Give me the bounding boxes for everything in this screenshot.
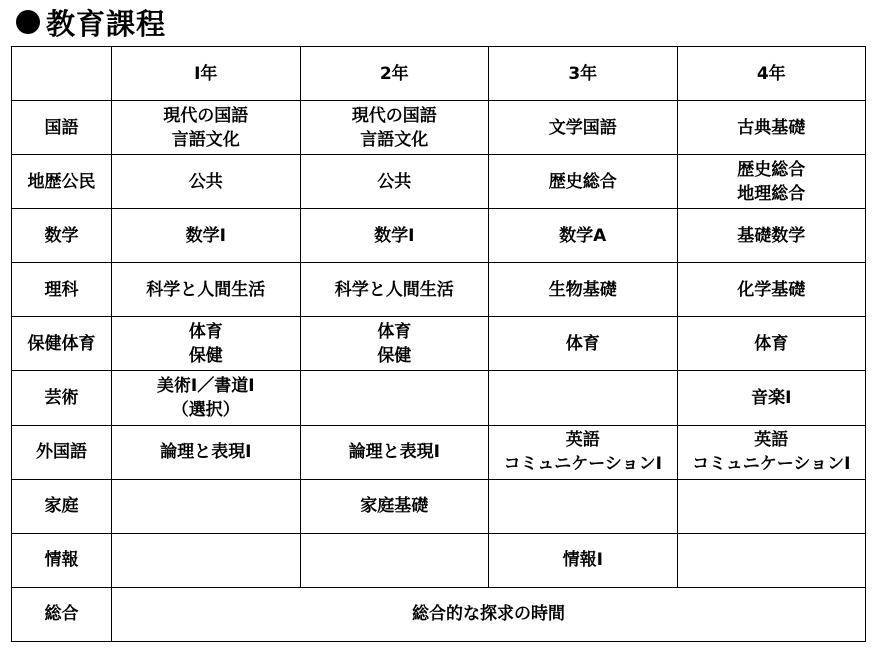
subject-cell: 地歴公民 <box>12 155 112 209</box>
course-cell: 公共 <box>112 155 301 209</box>
subject-cell: 総合 <box>12 587 112 641</box>
table-row <box>12 425 866 479</box>
course-cell: 歴史総合 地理総合 <box>677 155 866 209</box>
table-row <box>12 209 866 263</box>
course-cell: 体育 <box>489 317 678 371</box>
subject-cell: 家庭 <box>12 479 112 533</box>
course-cell: 数学A <box>489 209 678 263</box>
course-cell <box>489 371 678 425</box>
course-cell: 現代の国語 言語文化 <box>112 101 301 155</box>
subject-cell: 芸術 <box>12 371 112 425</box>
course-cell-merged: 総合的な探求の時間 <box>112 587 866 641</box>
course-cell: 体育 <box>677 317 866 371</box>
course-cell: 音楽Ⅰ <box>677 371 866 425</box>
table-row <box>12 371 866 425</box>
table-row <box>12 533 866 587</box>
table-row <box>12 155 866 209</box>
course-cell: 化学基礎 <box>677 263 866 317</box>
course-cell: 情報Ⅰ <box>489 533 678 587</box>
course-cell: 公共 <box>300 155 489 209</box>
course-cell: 美術Ⅰ／書道Ⅰ （選択） <box>112 371 301 425</box>
course-cell: 数学Ⅰ <box>112 209 301 263</box>
course-cell: 体育 保健 <box>112 317 301 371</box>
subject-cell: 保健体育 <box>12 317 112 371</box>
curriculum-table <box>11 46 866 642</box>
course-cell: 科学と人間生活 <box>112 263 301 317</box>
course-cell: 家庭基礎 <box>300 479 489 533</box>
header-cell-year3: 3年 <box>489 47 678 101</box>
course-cell: 数学Ⅰ <box>300 209 489 263</box>
header-cell-year2: 2年 <box>300 47 489 101</box>
course-cell <box>489 479 678 533</box>
course-cell <box>300 533 489 587</box>
course-cell: 古典基礎 <box>677 101 866 155</box>
subject-cell: 外国語 <box>12 425 112 479</box>
course-cell: 文学国語 <box>489 101 678 155</box>
course-cell <box>677 479 866 533</box>
page-title <box>16 2 166 42</box>
course-cell <box>677 533 866 587</box>
course-cell: 現代の国語 言語文化 <box>300 101 489 155</box>
subject-cell: 情報 <box>12 533 112 587</box>
subject-cell: 理科 <box>12 263 112 317</box>
course-cell: 歴史総合 <box>489 155 678 209</box>
page-title-text: 教育課程 <box>46 6 167 41</box>
course-cell: 科学と人間生活 <box>300 263 489 317</box>
course-cell: 体育 保健 <box>300 317 489 371</box>
header-cell-year1: Ⅰ年 <box>112 47 301 101</box>
course-cell <box>112 479 301 533</box>
table-row <box>12 263 866 317</box>
subject-cell: 国語 <box>12 101 112 155</box>
course-cell: 生物基礎 <box>489 263 678 317</box>
course-cell: 論理と表現Ⅰ <box>300 425 489 479</box>
header-cell-year4: 4年 <box>677 47 866 101</box>
table-row <box>12 101 866 155</box>
table-row <box>12 479 866 533</box>
table-row <box>12 317 866 371</box>
bullet-dot-icon <box>16 10 40 34</box>
course-cell: 基礎数学 <box>677 209 866 263</box>
header-cell-corner <box>12 47 112 101</box>
table-row <box>12 587 866 641</box>
course-cell <box>112 533 301 587</box>
course-cell <box>300 371 489 425</box>
subject-cell: 数学 <box>12 209 112 263</box>
course-cell: 論理と表現Ⅰ <box>112 425 301 479</box>
header-row <box>12 47 866 101</box>
course-cell: 英語 コミュニケーションⅠ <box>677 425 866 479</box>
course-cell: 英語 コミュニケーションⅠ <box>489 425 678 479</box>
